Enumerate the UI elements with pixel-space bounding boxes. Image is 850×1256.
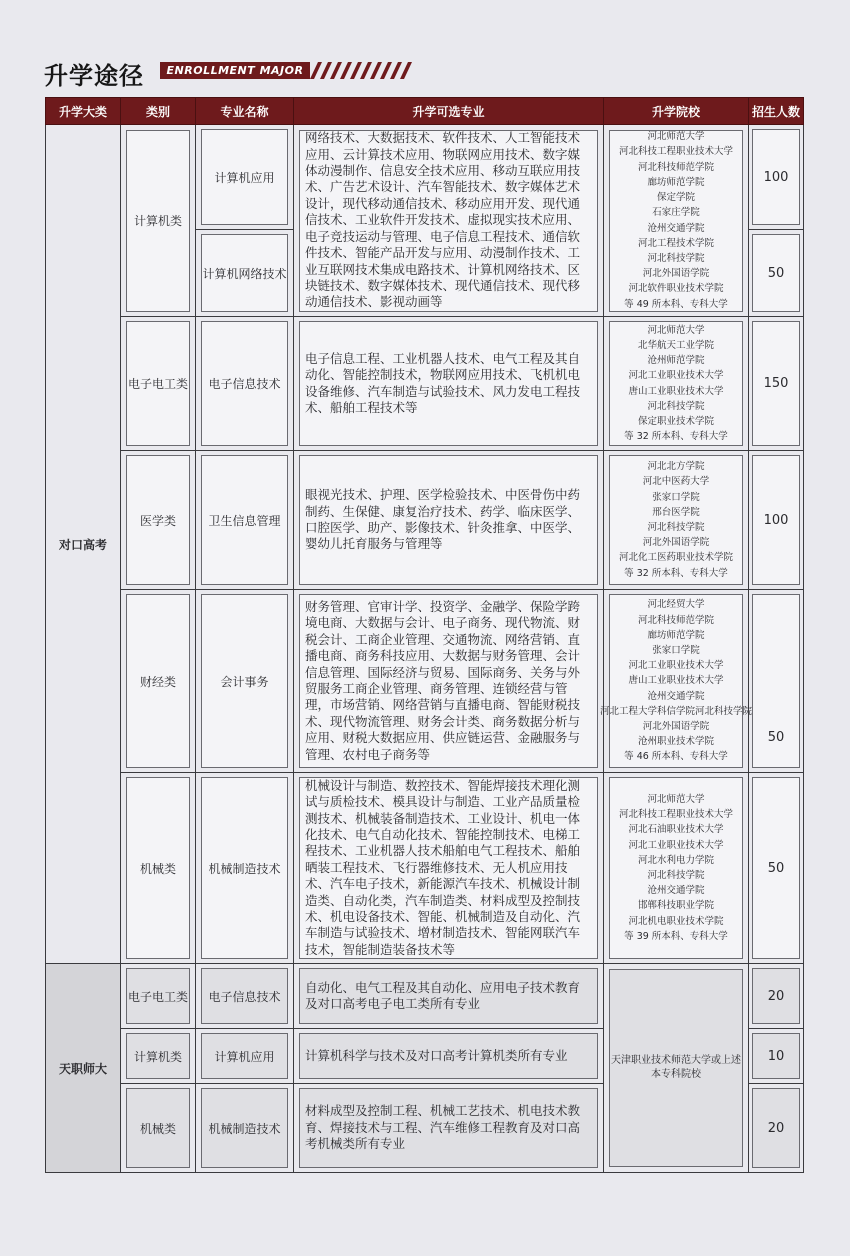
schools-cell (604, 964, 749, 1173)
school-item: 张家口学院 (652, 644, 700, 656)
specialty-label: 计算机应用 (201, 129, 288, 225)
school-item: 河北工业职业技术大学 (628, 839, 724, 851)
majors-cell (294, 1084, 604, 1173)
table-row (46, 451, 804, 590)
table-row (46, 590, 804, 773)
school-item: 廊坊师范学院 (647, 176, 705, 188)
majors-cell (294, 964, 604, 1029)
school-item: 等 32 所本科、专科大学 (624, 431, 728, 443)
schools-cell (604, 773, 749, 964)
table-row (46, 964, 804, 1029)
school-item: 河北工业职业技术大学 (628, 660, 724, 672)
quota-cell (749, 317, 804, 451)
school-item: 河北工业职业技术大学 (628, 370, 724, 382)
school-item: 廊坊师范学院 (647, 629, 705, 641)
school-item: 河北外国语学院 (642, 537, 710, 549)
quota-cell (749, 1029, 804, 1084)
specialty-label: 机械制造技术 (201, 1088, 288, 1168)
school-item: 唐山工业职业技术大学 (628, 675, 724, 687)
school-item: 等 39 所本科、专科大学 (624, 930, 728, 942)
category-cell (121, 773, 196, 964)
quota-cell (749, 964, 804, 1029)
school-item: 沧州职业技术学院 (637, 736, 714, 748)
specialty-label: 计算机应用 (201, 1033, 288, 1079)
school-item: 河北经贸大学 (647, 599, 705, 611)
specialty-cell (196, 964, 294, 1029)
school-item: 沧州师范学院 (647, 355, 705, 367)
group-label: 天职师大 (58, 1061, 107, 1076)
school-item: 等 32 所本科、专科大学 (624, 567, 728, 579)
specialty-cell (196, 1029, 294, 1084)
majors-cell (294, 317, 604, 451)
table-row (46, 125, 804, 230)
schools-cell (604, 317, 749, 451)
school-item: 河北科技学院 (647, 252, 705, 264)
school-item: 河北北方学院 (647, 461, 705, 473)
quota-cell (749, 451, 804, 590)
table-row (46, 317, 804, 451)
category-label: 医学类 (126, 455, 190, 585)
majors-text: 网络技术、大数据技术、软件技术、人工智能技术应用、云计算技术应用、物联网应用技术、数字媒体动漫制作、信息安全技术应用、移动互联应用技术、广告艺术设计、汽车智能技术、数字媒体艺术设计，现代移动通信技术、移动应用开发、现代通信技术、工业软件开发技术、虚拟现实技术应用、电子竞技运动与管理、电子信息工程技术、通信软件技术、智能产品开发与应用、动漫制作技术、工业互联网技术集成电路技术、计算机网络技术、区块链技术、数字媒体技术、现代通信技术、现代移动通信技术、影视动画等 (299, 130, 598, 312)
table-row (46, 773, 804, 964)
quota-value: 50 (752, 594, 800, 768)
specialty-cell (196, 125, 294, 230)
category-label: 机械类 (126, 777, 190, 959)
school-item: 河北石油职业技术大学 (628, 824, 724, 836)
school-item: 邢台医学院 (652, 506, 700, 518)
header-schools: 升学院校 (604, 98, 749, 125)
quota-value: 50 (752, 234, 800, 312)
school-item: 河北科技工程职业技术大学 (618, 146, 733, 158)
group-cell (46, 125, 121, 964)
specialty-cell (196, 451, 294, 590)
majors-text: 机械设计与制造、数控技术、智能焊接技术理化测试与质检技术、模具设计与制造、工业产品质量检测技术、机械装备制造技术、工业设计、机电一体化技术、电气自动化技术、智能控制技术、电梯工程技术、工业机器人技术船舶电气工程技术、船舶晒装工程技术、飞行器维修技术、无人机应用技术、汽车电子技术，新能源汽车技术、机械设计制造类、自动化类，汽车制造类、材料成型及控制技术、机电设备技术、智能、机械制造及自动化、汽车制造与试验技术、增材制造技术、智能网联汽车技术，智能制造装备技术等 (299, 777, 598, 959)
schools-list (600, 594, 753, 768)
specialty-cell (196, 1084, 294, 1173)
school-item: 河北师范大学 (647, 793, 705, 805)
enrollment-banner: ENROLLMENT MAJOR (160, 62, 310, 79)
category-cell (121, 1084, 196, 1173)
category-label: 电子电工类 (126, 968, 190, 1024)
quota-value: 20 (752, 968, 800, 1024)
category-label: 机械类 (126, 1088, 190, 1168)
school-item: 河北外国语学院 (642, 268, 710, 280)
schools-list (609, 777, 743, 959)
page-title: 升学途径 (44, 62, 144, 90)
school-item: 河北软件职业技术学院 (628, 283, 724, 295)
school-item: 河北水利电力学院 (637, 854, 714, 866)
schools-list (609, 455, 743, 585)
category-label: 计算机类 (126, 130, 190, 312)
header-category: 类别 (121, 98, 196, 125)
enrollment-table (45, 97, 804, 1173)
specialty-label: 电子信息技术 (201, 968, 288, 1024)
quota-cell (749, 773, 804, 964)
school-item: 唐山工业职业技术大学 (628, 385, 724, 397)
specialty-cell (196, 773, 294, 964)
category-cell (121, 125, 196, 317)
header-quota: 招生人数 (749, 98, 804, 125)
majors-text: 财务管理、官审计学、投资学、金融学、保险学跨境电商、大数据与会计、电子商务、现代物流、财税会计、工商企业管理、交通物流、网络营销、直播电商、商务科技应用、大数据与财务管理、会计信息管理、国际经济与贸易、国际商务、关务与外贸服务工商企业管理、商务管理、连锁经营与管理，市场营销、网络营销与直播电商、智能财税技术、现代物流管理、财务会计类、商务数据分析与应用、财税大数据应用、供应链运营、金融服务与管理、农村电子商务等 (299, 594, 598, 768)
school-item: 河北工程技术学院 (637, 237, 714, 249)
quota-value: 100 (752, 455, 800, 585)
school-item: 等 49 所本科、专科大学 (624, 298, 728, 310)
school-item: 河北科技师范学院 (637, 161, 714, 173)
majors-text: 电子信息工程、工业机器人技术、电气工程及其自动化、智能控制技术，物联网应用技术、飞机机电设备维修、汽车制造与试验技术、风力发电工程技术、船舶工程技术等 (299, 321, 598, 446)
school-item: 沧州交通学院 (647, 222, 705, 234)
school-item: 沧州交通学院 (647, 690, 705, 702)
school-item: 河北科技学院 (647, 522, 705, 533)
header-upgrade-category: 升学大类 (46, 98, 121, 125)
specialty-cell (196, 590, 294, 773)
school-item: 河北科技学院 (647, 870, 705, 881)
school-item: 河北科技工程职业技术大学 (618, 809, 733, 821)
school-item: 保定职业技术学院 (637, 415, 714, 427)
majors-text: 材料成型及控制工程、机械工艺技术、机电技术教育、焊接技术与工程、汽车维修工程教育及对口高考机械类所有专业 (299, 1088, 598, 1168)
quota-cell (749, 230, 804, 317)
specialty-label: 卫生信息管理 (201, 455, 288, 585)
quota-value: 50 (752, 777, 800, 959)
majors-text: 眼视光技术、护理、医学检验技术、中医骨伤中药制药、生保健、康复治疗技术、药学、临床医学、口腔医学、助产、影像技术、针灸推拿、中医学、婴幼儿托育服务与管理等 (299, 455, 598, 585)
school-item: 河北外国语学院 (642, 721, 710, 732)
quota-cell (749, 590, 804, 773)
schools-cell (604, 125, 749, 317)
schools-cell (600, 590, 753, 773)
quota-value: 20 (752, 1088, 800, 1168)
category-label: 电子电工类 (126, 321, 190, 446)
majors-cell (294, 590, 604, 773)
header-optional-majors: 升学可选专业 (294, 98, 604, 125)
school-item: 邯郸科技职业学院 (637, 900, 714, 912)
category-label: 财经类 (126, 594, 190, 768)
specialty-label: 机械制造技术 (201, 777, 288, 959)
category-cell (121, 317, 196, 451)
school-item: 河北师范大学 (647, 324, 705, 336)
school-item: 等 46 所本科、专科大学 (624, 751, 728, 763)
school-item: 石家庄学院 (652, 207, 700, 219)
school-item: 沧州交通学院 (647, 885, 705, 897)
majors-cell (294, 125, 604, 317)
table-header-row (46, 98, 804, 125)
school-item: 河北机电职业技术学院 (628, 915, 724, 927)
category-label: 计算机类 (126, 1033, 190, 1079)
group-label: 对口高考 (58, 537, 107, 552)
school-item: 河北师范大学 (647, 131, 705, 143)
majors-cell (294, 451, 604, 590)
category-cell (121, 451, 196, 590)
school-item: 河北化工医药职业技术学院 (618, 552, 733, 564)
majors-text: 自动化、电气工程及其自动化、应用电子技术教育及对口高考电子电工类所有专业 (299, 968, 598, 1024)
school-item: 河北工程大学科信学院河北科技学院 (600, 705, 753, 717)
schools-list (609, 130, 743, 312)
category-cell (121, 964, 196, 1029)
school-item: 保定学院 (656, 192, 695, 204)
majors-cell (294, 773, 604, 964)
school-item: 张家口学院 (652, 491, 700, 503)
quota-value: 100 (752, 129, 800, 225)
school-item: 北华航天工业学院 (637, 339, 714, 351)
specialty-label: 电子信息技术 (201, 321, 288, 446)
school-item: 河北科技学院 (647, 400, 705, 412)
quota-value: 10 (752, 1033, 800, 1079)
schools-list (609, 321, 743, 446)
quota-cell (749, 125, 804, 230)
specialty-label: 会计事务 (201, 594, 288, 768)
schools-cell (604, 451, 749, 590)
school-item: 河北科技师范学院 (637, 614, 714, 626)
school-item: 河北中医药大学 (642, 476, 710, 488)
majors-text: 计算机科学与技术及对口高考计算机类所有专业 (299, 1033, 598, 1079)
decorative-stripes (306, 62, 416, 79)
category-cell (121, 1029, 196, 1084)
majors-cell (294, 1029, 604, 1084)
specialty-label: 计算机网络技术 (201, 234, 288, 312)
group-cell (46, 964, 121, 1173)
category-cell (121, 590, 196, 773)
specialty-cell (196, 230, 294, 317)
header-specialty: 专业名称 (196, 98, 294, 125)
specialty-cell (196, 317, 294, 451)
quota-value: 150 (752, 321, 800, 446)
shared-schools: 天津职业技术师范大学或上述本专科院校 (609, 969, 743, 1167)
quota-cell (749, 1084, 804, 1173)
